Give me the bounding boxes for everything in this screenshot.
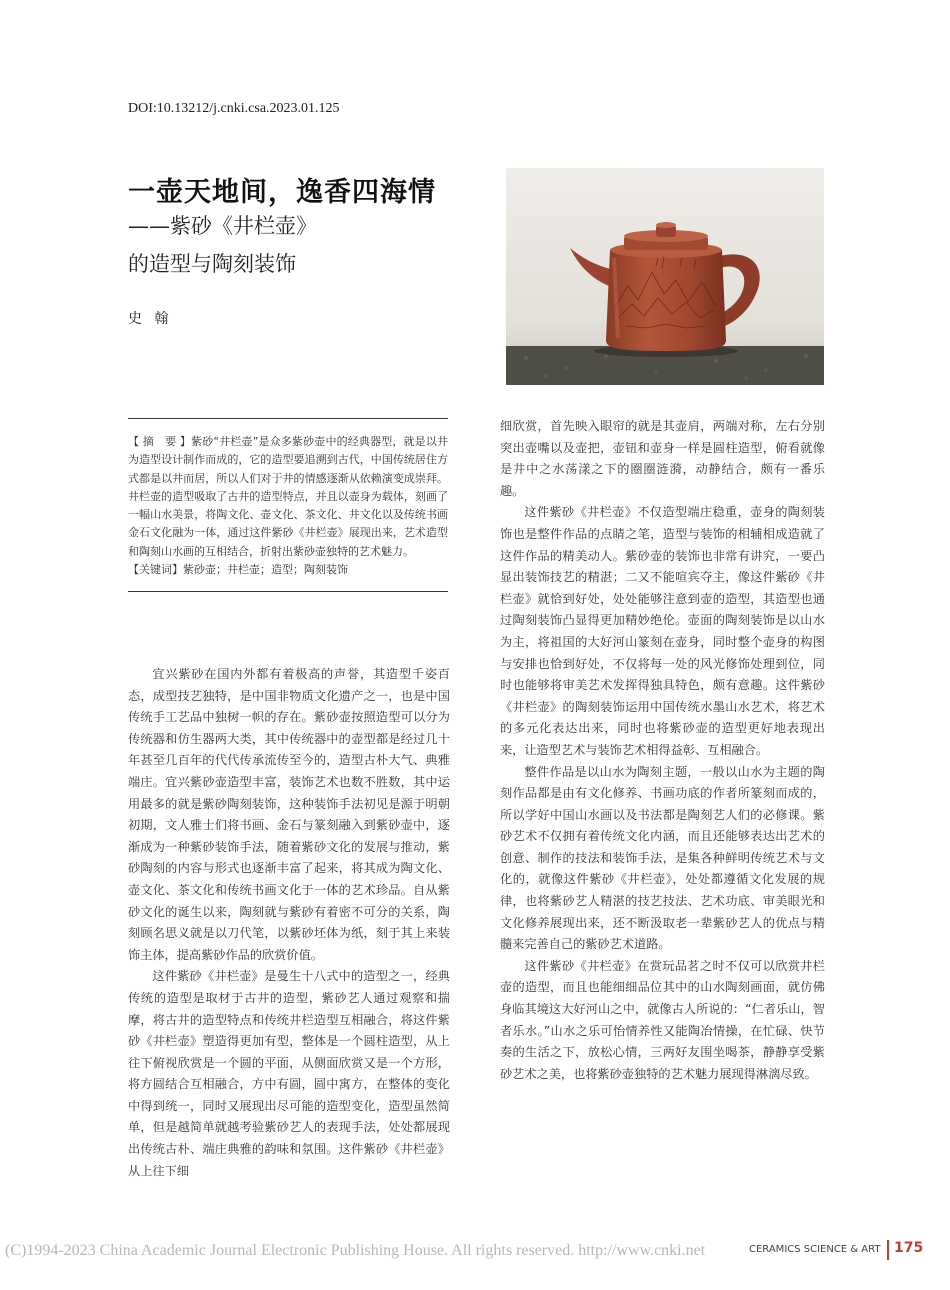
abstract [128,433,448,561]
keywords [128,561,448,579]
body-paragraph: 宜兴紫砂在国内外都有着极高的声誉，其造型千姿百态，成型技艺独特，是中国非物质文化遗产之一，也是中国传统手工艺品中独树一帜的存在。紫砂壶按照造型可以分为传统器和仿生器两大类，其中传统器中的壶型都是经过几十年甚至几百年的代代传承流传至今的，造型古朴大气、典雅端庄。宜兴紫砂壶造型丰富，装饰艺术也数不胜数，其中运用最多的就是紫砂陶刻装饰，这种装饰手法初见是源于明朝初期，文人雅士们将书画、金石与篆刻融入到紫砂壶中，逐渐成为一种紫砂装饰手法，随着紫砂文化的发展与推动，紫砂陶刻的内容与形式也逐渐丰富了起来，将其成为陶文化、壶文化、茶文化和传统书画文化于一体的艺术珍品。自从紫砂文化的诞生以来，陶刻就与紫砂有着密不可分的关系，陶刻顾名思义就是以刀代笔，以紫砂坯体为纸，刻于其上来装饰主体，提高紫砂作品的欣赏价值。 [128,667,450,962]
body-paragraph: 整件作品是以山水为陶刻主题，一般以山水为主题的陶刻作品都是由有文化修养、书画功底的作者所篆刻而成的，所以学好中国山水画以及书法都是陶刻艺人们的必修课。紫砂艺术不仅拥有着传统文化内涵，而且还能够表达出艺术的创意、制作的技法和装饰手法，是集各种鲜明传统艺术与文化的，就像这件紫砂《井栏壶》，处处都遵循文化发展的规律，也将紫砂艺人精湛的技艺技法、艺术功底、审美眼光和文化修养展现出来，还不断汲取老一辈紫砂艺人的优点与精髓来完善自己的紫砂艺术道路。 [500,764,825,952]
body-paragraph-continued: 细欣赏，首先映入眼帘的就是其壶肩，两端对称，左右分别突出壶嘴以及壶把，壶钮和壶身一样是圆柱造型，俯看就像是井中之水荡漾之下的圈圈涟漪，动静结合，颇有一番乐趣。 [500,419,825,498]
body-paragraph: 这件紫砂《井栏壶》不仅造型端庄稳重，壶身的陶刻装饰也是整件作品的点睛之笔，造型与装饰的相辅相成造就了这件作品的精美动人。紫砂壶的装饰也非常有讲究，一要凸显出装饰技艺的精湛；二又不能喧宾夺主，像这件紫砂《井栏壶》就恰到好处，处处能够注意到壶的造型，其造型也通过陶刻装饰凸显得更加精妙绝伦。壶面的陶刻装饰是以山水为主，将祖国的大好河山篆刻在壶身，同时整个壶身的构图与安排也恰到好处，不仅将每一处的风光修饰处理到位，同时也能够将审美艺术发挥得独具特色，颇有意趣。这件紫砂《井栏壶》的陶刻装饰运用中国传统水墨山水艺术，将艺术的多元化表达出来，同时也将紫砂壶的造型更好地表现出来，让造型艺术与装饰艺术相得益彰、互相融合。 [500,505,825,757]
keywords-text: 紫砂壶；井栏壶；造型；陶刻装饰 [183,563,348,577]
article-subtitle-line-2: 的造型与陶刻装饰 [128,252,296,276]
abstract-label: 【 摘 要 】 [128,435,192,448]
body-paragraph: 这件紫砂《井栏壶》是曼生十八式中的造型之一，经典传统的造型是取材于古井的造型，紫砂艺人通过观察和揣摩，将古井的造型特点和传统井栏造型互相融合，将这件紫砂《井栏壶》塑造得更加有型，整体是一个圆柱造型，从上往下俯视欣赏是一个圆的平面，从侧面欣赏又是一个方形，将方圆结合互相融合，方中有圆，圆中寓方，在整体的变化中得到统一，同时又展现出尽可能的造型变化，造型虽然简单，但是越简单就越考验紫砂艺人的表现手法，处处都展现出传统古朴、端庄典雅的韵味和氛围。这件紫砂《井栏壶》从上往下细 [128,969,450,1178]
article-title: 一壶天地间，逸香四海情 [128,177,436,208]
footer-divider [887,1240,889,1260]
journal-name: CERAMICS SCIENCE & ART [749,1244,881,1255]
abstract-text: 紫砂“井栏壶”是众多紫砂壶中的经典器型，就是以井为造型设计制作而成的，它的造型要追溯到古代，中国传统居住方式都是以井而居，所以人们对于井的情感逐渐从依赖演变成崇拜。井栏壶的造型吸取了古井的造型特点，并且以壶身为载体，刻画了一幅山水美景，将陶文化、壶文化、茶文化、井文化以及传统书画金石文化融为一体，通过这件紫砂《井栏壶》展现出来，艺术造型和陶刻山水画的互相结合，折射出紫砂壶独特的艺术魅力。 [128,435,448,558]
copyright-watermark: (C)1994-2023 China Academic Journal Electronic Publishing House. All rights reserved. http://www.cnki.net [5,1242,706,1259]
keywords-label: 【关键词】 [128,563,183,577]
body-column-right [500,416,825,1085]
author: 史 翰 [128,311,173,327]
doi: DOI:10.13212/j.cnki.csa.2023.01.125 [128,101,340,116]
body-paragraph: 这件紫砂《井栏壶》在赏玩品茗之时不仅可以欣赏井栏壶的造型，而且也能细细品位其中的山水陶刻画面，就仿佛身临其境这大好河山之中，就像古人所说的：“仁者乐山，智者乐水。”山水之乐可怡情养性又能陶冶情操，在忙碌、快节奏的生活之下，放松心情，三两好友围坐喝茶，静静享受紫砂艺术之美，也将紫砂壶独特的艺术魅力展现得淋漓尽致。 [500,958,825,1081]
body-column-left [128,664,450,1182]
abstract-box [128,418,448,592]
article-subtitle-line-1: ——紫砂《井栏壶》 [128,214,317,238]
page-number: 175 [894,1240,924,1256]
teapot-photo [506,168,824,385]
